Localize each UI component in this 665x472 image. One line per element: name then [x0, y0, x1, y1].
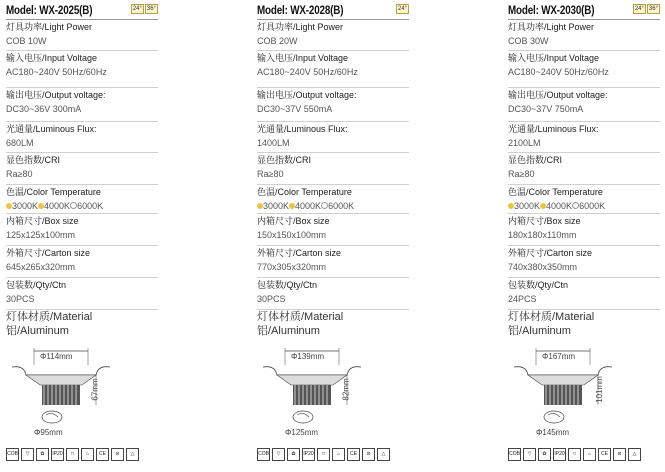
box-size-label: 内箱尺寸/Box size	[508, 216, 581, 226]
luminous-flux-row	[257, 124, 409, 149]
row-divider	[508, 50, 660, 51]
box-size-label: 内箱尺寸/Box size	[6, 216, 79, 226]
cri-row	[6, 155, 158, 180]
row-divider	[6, 121, 158, 122]
row-divider	[257, 121, 409, 122]
model-title: Model: WX-2028(B)	[257, 3, 344, 17]
material-row	[508, 312, 660, 337]
cri-value: Ra≥80	[6, 169, 33, 179]
beam-angle-badge: 24°	[634, 6, 644, 12]
qty-per-carton-label: 包装数/Qty/Ctn	[6, 280, 67, 290]
luminous-flux-row	[6, 124, 158, 149]
certification-icon: ⌂	[332, 448, 345, 461]
certification-icon: CE	[598, 448, 611, 461]
row-divider	[508, 152, 660, 153]
luminous-flux-value: 2100LM	[508, 138, 541, 148]
certification-icon: △	[126, 448, 139, 461]
beam-angle-badges	[131, 4, 158, 14]
diameter-label: Φ114mm	[40, 352, 73, 361]
diameter-label: Φ139mm	[291, 352, 325, 361]
certification-icon: COB	[508, 448, 521, 461]
beam-angle-badge: 24°	[132, 6, 142, 12]
certification-icon: COB	[257, 448, 270, 461]
cri-row	[257, 155, 409, 180]
dimension-drawing	[257, 345, 397, 440]
luminous-flux-value: 1400LM	[257, 138, 290, 148]
row-divider	[508, 309, 660, 310]
color-temperature-option: 6000K	[328, 201, 355, 211]
light-power-label: 灯具功率/Light Power	[6, 22, 93, 32]
beam-angle-badges	[396, 4, 409, 14]
certification-icons	[6, 448, 139, 461]
light-power-row	[257, 22, 409, 47]
material-label: 灯体材质/Material	[6, 311, 93, 323]
certification-icon: ⊘	[362, 448, 375, 461]
dimension-drawing	[508, 345, 648, 440]
certification-icon: ⌂	[81, 448, 94, 461]
height-label: 82mm	[341, 378, 351, 401]
certification-icon: CE	[347, 448, 360, 461]
row-divider	[6, 245, 158, 246]
row-divider	[6, 152, 158, 153]
light-power-row	[508, 22, 660, 47]
light-power-row	[6, 22, 158, 47]
carton-size-label: 外箱尺寸/Carton size	[6, 248, 91, 258]
product-column	[508, 0, 660, 472]
input-voltage-value: AC180~240V 50Hz/60Hz	[257, 67, 358, 77]
luminous-flux-label: 光通量/Luminous Flux:	[257, 124, 348, 134]
output-voltage-row	[6, 90, 158, 115]
light-power-value: COB 30W	[508, 36, 549, 46]
beam-angle-badge: 36°	[648, 6, 658, 12]
certification-icon: △	[377, 448, 390, 461]
input-voltage-value: AC180~240V 50Hz/60Hz	[6, 67, 107, 77]
box-size-row	[508, 216, 660, 241]
certification-icon: ⌂	[583, 448, 596, 461]
cri-value: Ra≥80	[508, 169, 535, 179]
certification-icon: COB	[6, 448, 19, 461]
qty-per-carton-label: 包装数/Qty/Ctn	[257, 280, 318, 290]
row-divider	[508, 245, 660, 246]
row-divider	[257, 184, 409, 185]
color-temperature-option: 3000K	[263, 201, 290, 211]
input-voltage-value: AC180~240V 50Hz/60Hz	[508, 67, 609, 77]
color-temperature-option: 6000K	[579, 201, 606, 211]
row-divider	[257, 213, 409, 214]
qty-per-carton-value: 30PCS	[6, 294, 35, 304]
box-size-label: 内箱尺寸/Box size	[257, 216, 330, 226]
dimension-drawing	[6, 345, 146, 440]
output-voltage-value: DC30~36V 300mA	[6, 104, 82, 114]
certification-icon: ▽	[21, 448, 34, 461]
row-divider	[6, 50, 158, 51]
qty-per-carton-row	[508, 280, 660, 305]
carton-size-label: 外箱尺寸/Carton size	[508, 248, 593, 258]
certification-icon: IP20	[51, 448, 64, 461]
material-row	[6, 312, 158, 337]
carton-size-value: 740x380x350mm	[508, 262, 578, 272]
certification-icon: ▽	[523, 448, 536, 461]
light-power-value: COB 10W	[6, 36, 47, 46]
light-power-label: 灯具功率/Light Power	[257, 22, 344, 32]
carton-size-row	[508, 248, 660, 273]
row-divider	[257, 152, 409, 153]
box-size-value: 180x180x110mm	[508, 230, 577, 240]
row-divider	[508, 184, 660, 185]
cri-row	[508, 155, 660, 180]
input-voltage-label: 输入电压/Input Voltage	[257, 53, 349, 63]
cri-value: Ra≥80	[257, 169, 284, 179]
title-underline	[6, 19, 158, 20]
cutout-label: Φ125mm	[285, 428, 319, 437]
carton-size-row	[257, 248, 409, 273]
color-temperature-label: 色温/Color Temperature	[6, 187, 101, 197]
certification-icon: CE	[96, 448, 109, 461]
color-temperature-option: 3000K	[12, 201, 39, 211]
certification-icon: □	[568, 448, 581, 461]
certification-icons	[508, 448, 641, 461]
input-voltage-row	[6, 53, 158, 78]
box-size-value: 125x125x100mm	[6, 230, 76, 240]
input-voltage-row	[508, 53, 660, 78]
carton-size-row	[6, 248, 158, 273]
beam-angle-badge: 24°	[397, 6, 407, 12]
row-divider	[6, 277, 158, 278]
color-temperature-options	[508, 201, 660, 212]
cutout-label: Φ95mm	[34, 428, 63, 437]
output-voltage-row	[508, 90, 660, 115]
qty-per-carton-label: 包装数/Qty/Ctn	[508, 280, 569, 290]
row-divider	[6, 184, 158, 185]
material-label: 灯体材质/Material	[508, 311, 595, 323]
row-divider	[508, 213, 660, 214]
product-column	[6, 0, 158, 472]
certification-icons	[257, 448, 390, 461]
output-voltage-value: DC30~37V 550mA	[257, 104, 333, 114]
qty-per-carton-value: 24PCS	[508, 294, 537, 304]
certification-icon: ▽	[272, 448, 285, 461]
diameter-label: Φ167mm	[542, 352, 576, 361]
carton-size-value: 770x305x320mm	[257, 262, 327, 272]
certification-icon: △	[628, 448, 641, 461]
row-divider	[508, 277, 660, 278]
luminous-flux-value: 680LM	[6, 138, 34, 148]
qty-per-carton-row	[257, 280, 409, 305]
input-voltage-label: 输入电压/Input Voltage	[508, 53, 600, 63]
output-voltage-value: DC30~37V 750mA	[508, 104, 584, 114]
input-voltage-row	[257, 53, 409, 78]
certification-icon: □	[66, 448, 79, 461]
color-temperature-row	[257, 187, 409, 212]
qty-per-carton-value: 30PCS	[257, 294, 286, 304]
box-size-value: 150x150x100mm	[257, 230, 327, 240]
carton-size-value: 645x265x320mm	[6, 262, 76, 272]
beam-angle-badge: 36°	[146, 6, 156, 12]
color-temperature-options	[6, 201, 158, 212]
color-temperature-option: 4000K	[295, 201, 322, 211]
output-voltage-label: 输出电压/Output voltage:	[508, 90, 608, 100]
cri-label: 显色指数/CRI	[6, 155, 61, 165]
certification-icon: ✿	[538, 448, 551, 461]
model-title: Model: WX-2030(B)	[508, 3, 595, 17]
qty-per-carton-row	[6, 280, 158, 305]
color-temperature-option: 3000K	[514, 201, 541, 211]
row-divider	[257, 309, 409, 310]
input-voltage-label: 输入电压/Input Voltage	[6, 53, 98, 63]
color-temperature-option: 6000K	[77, 201, 104, 211]
output-voltage-row	[257, 90, 409, 115]
material-row	[257, 312, 409, 337]
cri-label: 显色指数/CRI	[257, 155, 312, 165]
material-label: 灯体材质/Material	[257, 311, 344, 323]
certification-icon: IP20	[553, 448, 566, 461]
cutout-label: Φ145mm	[536, 428, 570, 437]
box-size-row	[6, 216, 158, 241]
color-temperature-label: 色温/Color Temperature	[508, 187, 603, 197]
material-value: 铝/Aluminum	[6, 325, 69, 337]
unselected-dot-icon	[572, 202, 579, 209]
color-temperature-label: 色温/Color Temperature	[257, 187, 352, 197]
certification-icon: ⊘	[111, 448, 124, 461]
box-size-row	[257, 216, 409, 241]
material-value: 铝/Aluminum	[508, 325, 571, 337]
certification-icon: IP20	[302, 448, 315, 461]
certification-icon: ✿	[287, 448, 300, 461]
title-underline	[257, 19, 409, 20]
row-divider	[6, 213, 158, 214]
output-voltage-label: 输出电压/Output voltage:	[257, 90, 357, 100]
luminous-flux-label: 光通量/Luminous Flux:	[6, 124, 97, 134]
beam-angle-badges	[633, 4, 660, 14]
color-temperature-option: 4000K	[44, 201, 71, 211]
color-temperature-row	[6, 187, 158, 212]
unselected-dot-icon	[321, 202, 328, 209]
row-divider	[508, 121, 660, 122]
luminous-flux-label: 光通量/Luminous Flux:	[508, 124, 599, 134]
row-divider	[257, 50, 409, 51]
color-temperature-options	[257, 201, 409, 212]
height-label: 67mm	[90, 378, 100, 401]
color-temperature-row	[508, 187, 660, 212]
height-label: 101mm	[594, 376, 604, 403]
row-divider	[508, 87, 660, 88]
row-divider	[6, 309, 158, 310]
row-divider	[257, 87, 409, 88]
output-voltage-label: 输出电压/Output voltage:	[6, 90, 106, 100]
title-underline	[508, 19, 660, 20]
carton-size-label: 外箱尺寸/Carton size	[257, 248, 342, 258]
row-divider	[6, 87, 158, 88]
unselected-dot-icon	[70, 202, 77, 209]
certification-icon: ⊘	[613, 448, 626, 461]
row-divider	[257, 245, 409, 246]
luminous-flux-row	[508, 124, 660, 149]
light-power-label: 灯具功率/Light Power	[508, 22, 595, 32]
product-column	[257, 0, 409, 472]
light-power-value: COB 20W	[257, 36, 298, 46]
certification-icon: □	[317, 448, 330, 461]
row-divider	[257, 277, 409, 278]
color-temperature-option: 4000K	[546, 201, 573, 211]
certification-icon: ✿	[36, 448, 49, 461]
model-title: Model: WX-2025(B)	[6, 3, 93, 17]
material-value: 铝/Aluminum	[257, 325, 320, 337]
cri-label: 显色指数/CRI	[508, 155, 563, 165]
